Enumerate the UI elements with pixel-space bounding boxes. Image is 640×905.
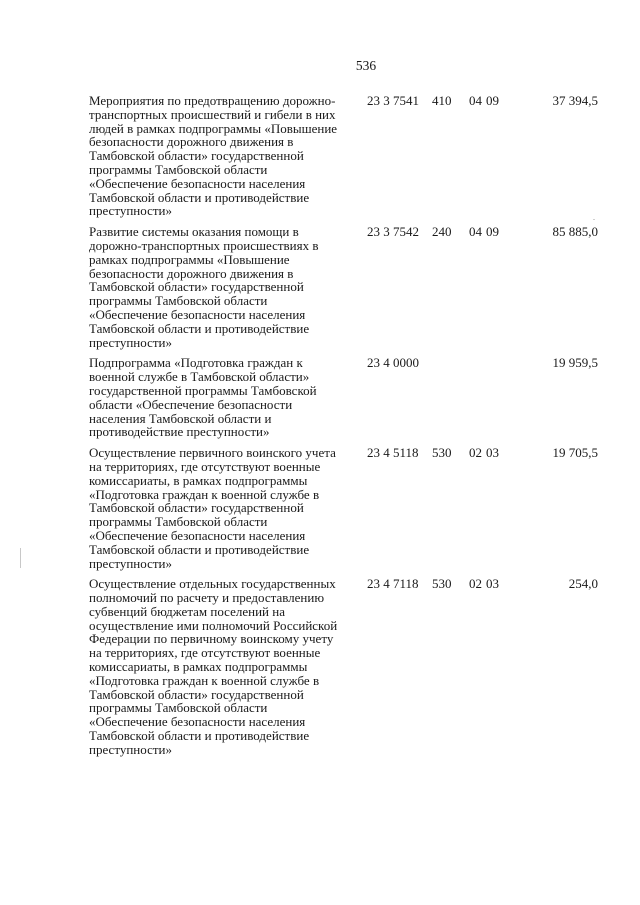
subsection-code: 09 (486, 93, 499, 108)
table-row (89, 446, 609, 570)
target-article-code: 23 3 7542 (367, 224, 419, 240)
expense-type-code: 530 (432, 576, 452, 592)
expense-type-code: 410 (432, 93, 452, 108)
table-row (89, 356, 609, 439)
section-code: 02 (469, 576, 482, 592)
target-article-code: 23 4 7118 (367, 576, 419, 592)
budget-table (89, 94, 609, 764)
expense-type-code: 240 (432, 224, 452, 240)
expense-type-code: 530 (432, 445, 452, 461)
table-row (89, 94, 609, 218)
scan-speck (593, 219, 595, 220)
amount-value: 37 394,5 (552, 93, 598, 108)
row-description: Мероприятия по предотвращению дорожно- транспортных происшествий и гибели в них людей в рамках подпрограммы «Повышение безопасности дорожного движения в Тамбовской области» государственной программы Тамбовской области «Обеспечение безопасности населения Тамбовской области и противодействие преступности» (89, 93, 338, 219)
section-code: 02 (469, 445, 482, 461)
section-code: 04 (469, 93, 482, 108)
amount-value: 19 959,5 (552, 355, 598, 371)
amount-value: 254,0 (568, 576, 598, 592)
target-article-code: 23 4 5118 (367, 445, 419, 461)
amount-value: 85 885,0 (552, 224, 598, 240)
target-article-code: 23 3 7541 (367, 93, 419, 108)
table-row (89, 577, 609, 756)
subsection-code: 09 (486, 224, 499, 240)
section-code: 04 (469, 224, 482, 240)
scan-margin-mark (20, 548, 21, 568)
row-description: Развитие системы оказания помощи в дорожно-транспортных происшествиях в рамках подпрограммы «Повышение безопасности дорожного движения в Тамбовской области» государственной программы Тамбовской области «Обеспечение безопасности населения Тамбовской области и противодействие преступности» (89, 224, 319, 350)
subsection-code: 03 (486, 445, 499, 461)
table-row (89, 225, 609, 349)
row-description: Осуществление отдельных государственных полномочий по расчету и предоставлению субвенций бюджетам поселений на осуществление ими полномочий Российской Федерации по первичному воинскому учету на территориях, где отсутствуют военные комиссариаты, в рамках подпрограммы «Подготовка граждан к военной службе в Тамбовской области» государственной программы Тамбовской области «Обеспечение безопасности населения Тамбовской области и противодействие преступности» (89, 576, 338, 757)
target-article-code: 23 4 0000 (367, 355, 419, 371)
row-description: Подпрограмма «Подготовка граждан к военной службе в Тамбовской области» государственной программы Тамбовской области «Обеспечение безопасности населения Тамбовской области и противодействие преступности» (89, 355, 317, 440)
page-number: 536 (355, 58, 377, 73)
amount-value: 19 705,5 (552, 445, 598, 461)
subsection-code: 03 (486, 576, 499, 592)
row-description: Осуществление первичного воинского учета на территориях, где отсутствуют военные комиссариаты, в рамках подпрограммы «Подготовка граждан к военной службе в Тамбовской области» государственной программы Тамбовской области «Обеспечение безопасности населения Тамбовской области и противодействие преступности» (89, 445, 336, 571)
